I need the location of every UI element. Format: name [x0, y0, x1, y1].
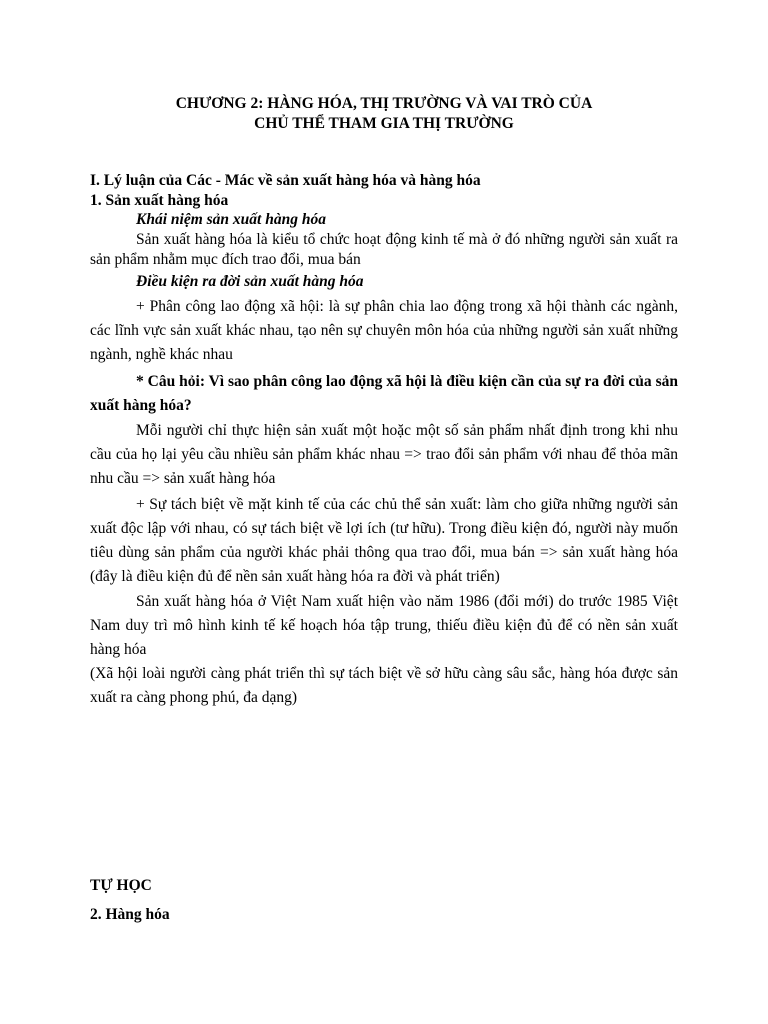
- section-heading: I. Lý luận của Các - Mác về sản xuất hàng hóa và hàng hóa: [90, 172, 481, 189]
- chapter-title-line-1: CHƯƠNG 2: HÀNG HÓA, THỊ TRƯỜNG VÀ VAI TRÒ CỦA: [175, 95, 593, 112]
- concept-paragraph: Sản xuất hàng hóa là kiểu tổ chức hoạt động kinh tế mà ở đó những người sản xuất ra sản phẩm nhằm mục đích trao đổi, mua bán: [90, 231, 678, 268]
- note-paragraph: (Xã hội loài người càng phát triển thì sự tách biệt về sở hữu càng sâu sắc, hàng hóa được sản xuất ra càng phong phú, đa dạng): [90, 665, 678, 706]
- self-study-heading: TỰ HỌC: [90, 877, 152, 894]
- vietnam-paragraph: Sản xuất hàng hóa ở Việt Nam xuất hiện vào năm 1986 (đổi mới) do trước 1985 Việt Nam duy trì mô hình kinh tế kế hoạch hóa tập trung, thiếu điều kiện đủ để có nền sản xuất hàng hóa: [90, 593, 678, 658]
- answer-paragraph: Mỗi người chỉ thực hiện sản xuất một hoặc một số sản phẩm nhất định trong khi nhu cầu của họ lại yêu cầu nhiều sản phẩm khác nhau => trao đổi sản phẩm với nhau để thỏa mãn nhu cầu => sản xuất hàng hóa: [90, 422, 678, 487]
- subsection-heading: 1. Sản xuất hàng hóa: [90, 192, 229, 209]
- condition-2-paragraph: + Sự tách biệt về mặt kinh tế của các chủ thể sản xuất: làm cho giữa những người sản xuất độc lập với nhau, có sự tách biệt về lợi ích (tư hữu). Trong điều kiện đó, người này muốn tiêu dùng sản phẩm của người khác phải thông qua trao đổi, mua bán => sản xuất hàng hóa (đây là điều kiện đủ để nền sản xuất hàng hóa ra đời và phát triển): [90, 496, 678, 585]
- condition-1-paragraph: + Phân công lao động xã hội: là sự phân chia lao động trong xã hội thành các ngành, các lĩnh vực sản xuất khác nhau, tạo nên sự chuyên môn hóa của những người sản xuất những ngành, nghề khác nhau: [90, 298, 678, 363]
- question-paragraph: * Câu hỏi: Vì sao phân công lao động xã hội là điều kiện cần của sự ra đời của sản xuất hàng hóa?: [90, 373, 678, 414]
- conditions-heading: Điều kiện ra đời sản xuất hàng hóa: [136, 273, 364, 290]
- goods-subsection-heading: 2. Hàng hóa: [90, 906, 170, 923]
- chapter-title-line-2: CHỦ THỂ THAM GIA THỊ TRƯỜNG: [254, 115, 514, 132]
- concept-heading: Khái niệm sản xuất hàng hóa: [136, 211, 326, 228]
